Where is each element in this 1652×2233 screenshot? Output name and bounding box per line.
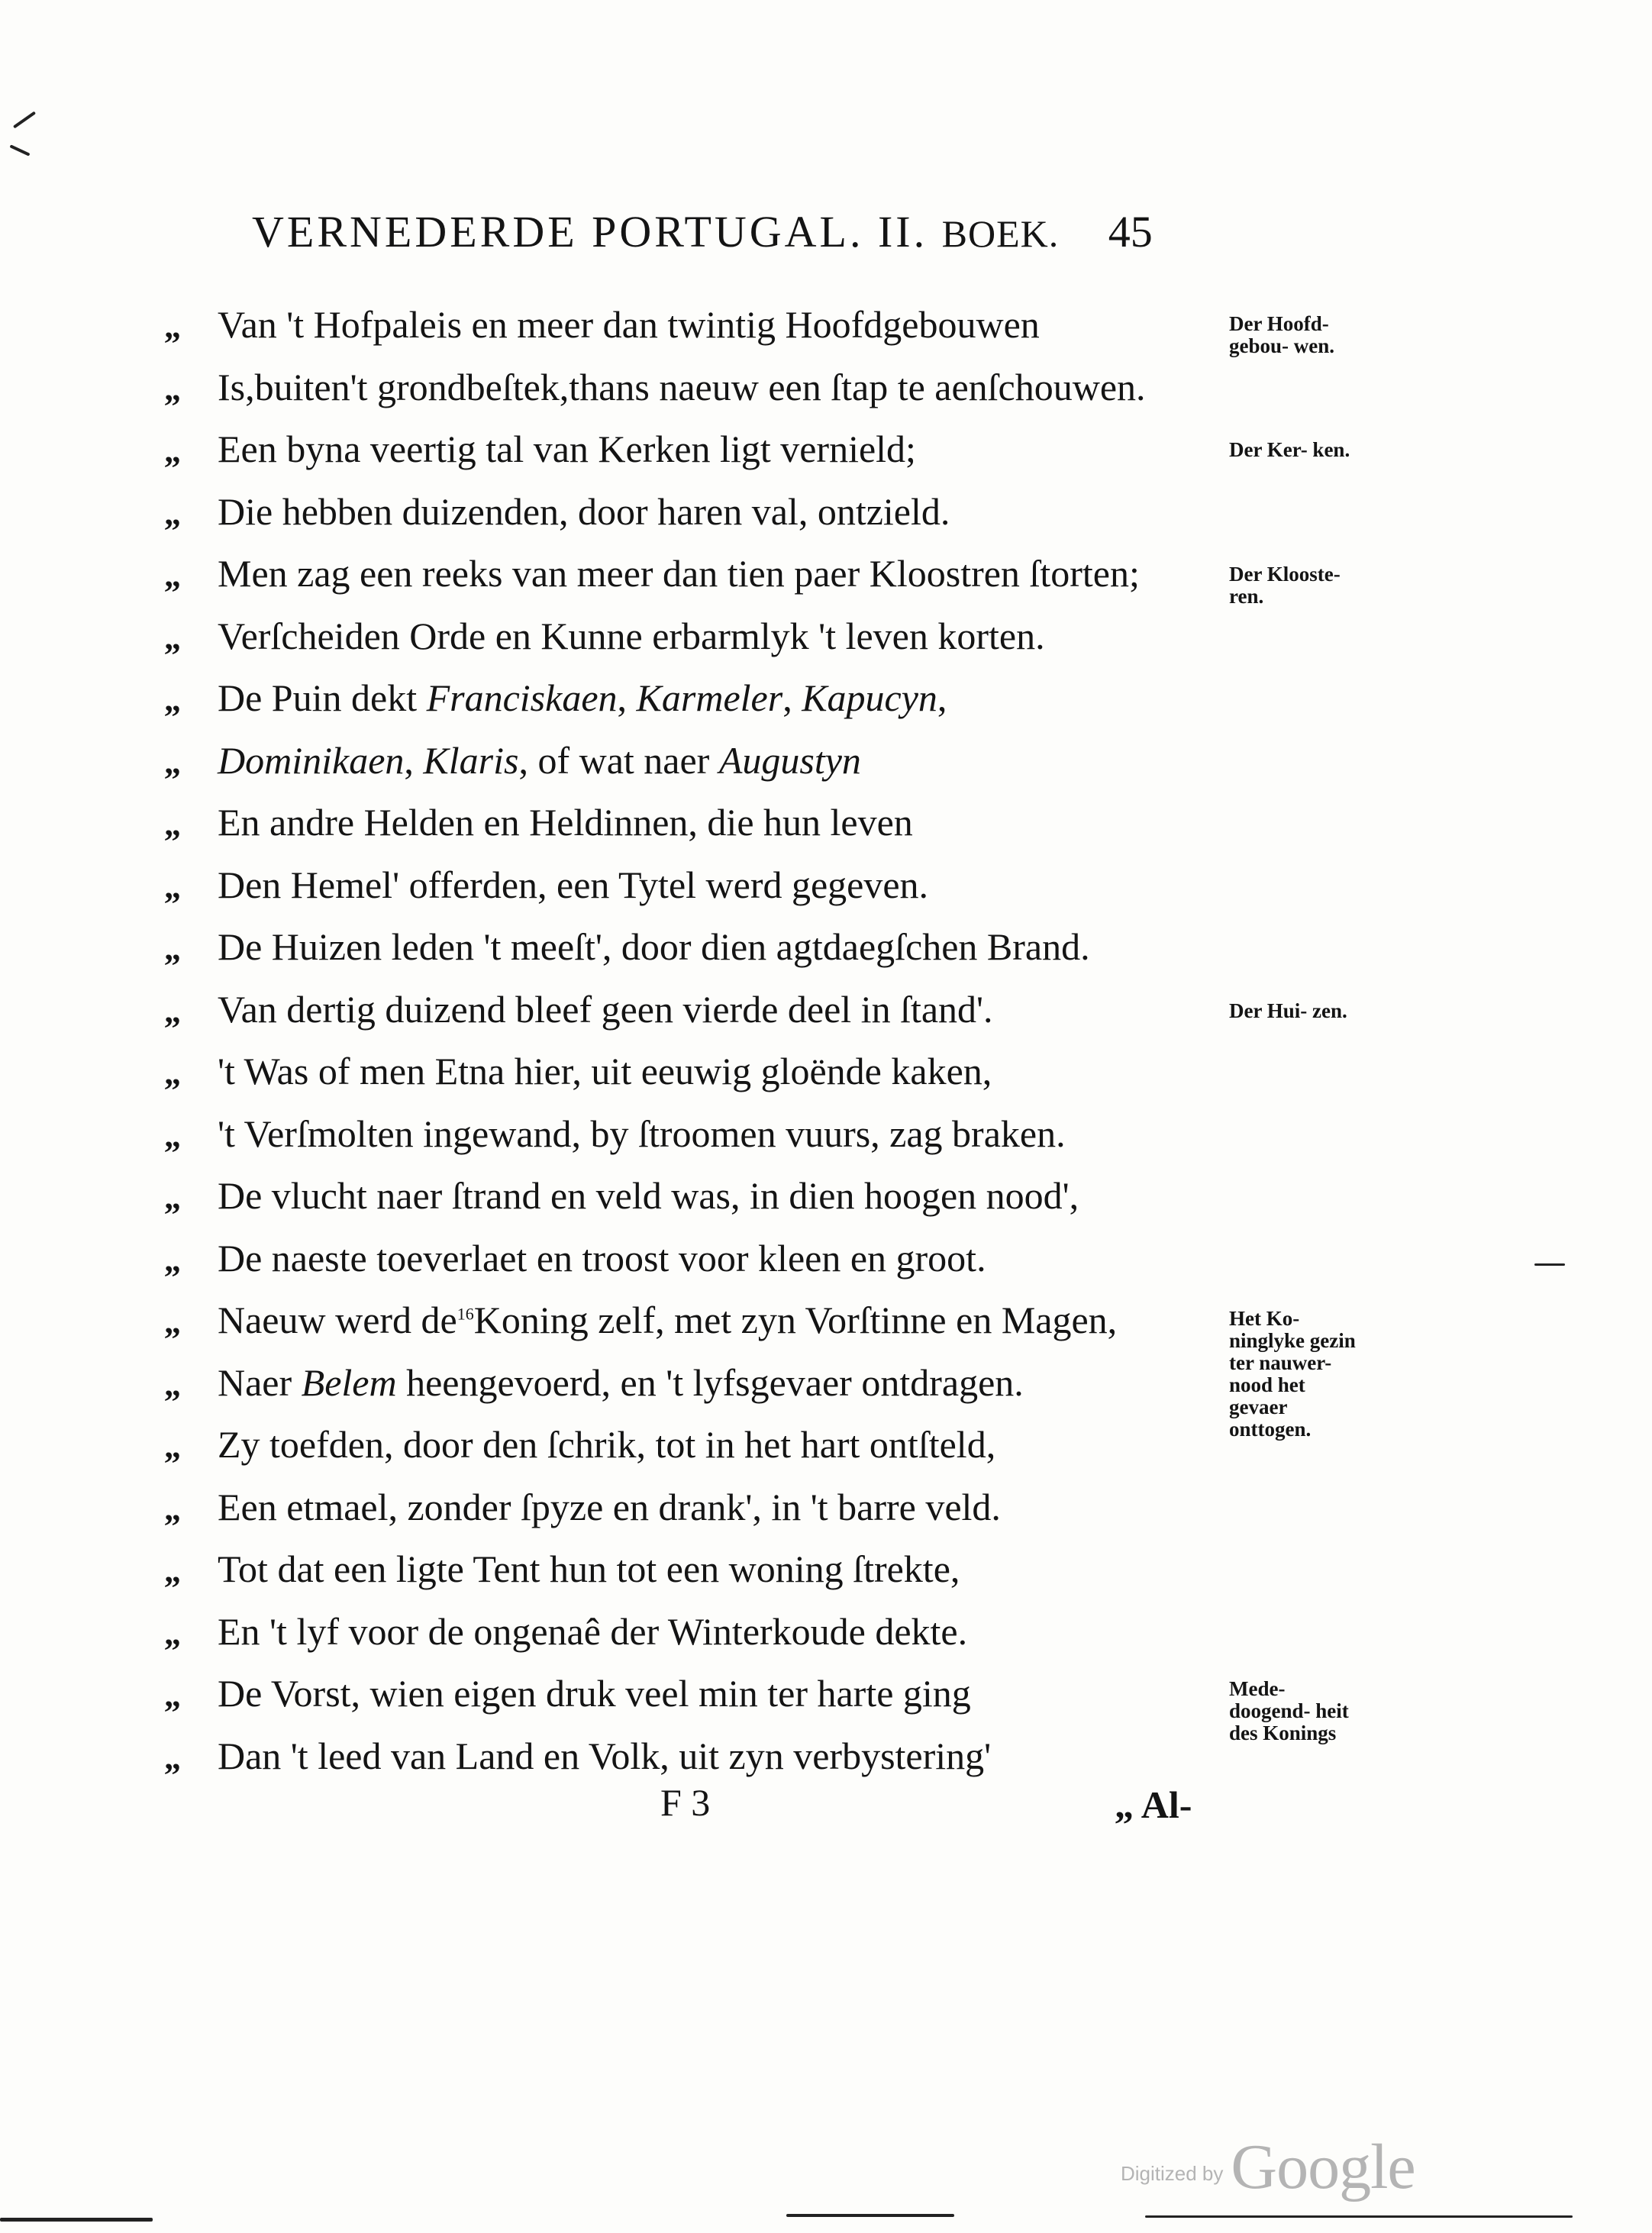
verse-segment: Naeuw werd de bbox=[218, 1299, 457, 1341]
catchword: „ Al- bbox=[1115, 1783, 1192, 1826]
verse-line bbox=[164, 1289, 1248, 1352]
verse-line bbox=[164, 543, 1248, 605]
verse-quote-mark: „ bbox=[164, 1428, 181, 1465]
verse-quote-mark: „ bbox=[164, 1552, 181, 1589]
verse-segment: De naeste toeverlaet en troost voor kleen en groot. bbox=[218, 1236, 986, 1279]
verse-line bbox=[164, 1103, 1248, 1166]
verse-quote-mark: „ bbox=[164, 743, 181, 781]
scan-mark-top-left-2 bbox=[9, 144, 30, 156]
verse-segment: Naer bbox=[218, 1360, 302, 1404]
verse-segment: Die hebben duizenden, door haren val, ontzield. bbox=[218, 489, 950, 533]
verse-quote-mark: „ bbox=[164, 494, 181, 532]
verse-line bbox=[164, 1725, 1248, 1788]
verse-line bbox=[164, 979, 1248, 1041]
verse-segment: De Vorst, wien eigen druk veel min ter harte ging bbox=[218, 1672, 971, 1715]
verse-segment: 't Was of men Etna hier, uit eeuwig gloënde kaken, bbox=[218, 1050, 992, 1092]
verse-segment: Belem bbox=[301, 1360, 397, 1404]
verse-text bbox=[218, 667, 947, 730]
verse-quote-mark: „ bbox=[164, 369, 181, 408]
verse-quote-mark: „ bbox=[164, 681, 181, 718]
verse-text bbox=[218, 1414, 995, 1476]
verse-line bbox=[164, 294, 1248, 357]
verse-segment: Verſcheiden Orde en Kunne erbarmlyk 't leven korten. bbox=[218, 614, 1045, 657]
verse-line bbox=[164, 792, 1248, 854]
verse-segment: Zy toefden, door den ſchrik, tot in het hart ontſteld, bbox=[218, 1423, 996, 1466]
margin-note-hoofdgebouwen: Der Hoofd- gebou- wen. bbox=[1229, 312, 1335, 357]
verse-quote-mark: „ bbox=[164, 1116, 181, 1154]
verse-quote-mark: „ bbox=[164, 432, 181, 470]
verse-quote-mark: „ bbox=[164, 930, 181, 967]
verse-line bbox=[164, 1352, 1248, 1415]
verse-segment: , bbox=[617, 676, 637, 719]
book-label: BOEK. bbox=[941, 212, 1060, 255]
digitized-watermark bbox=[1121, 2130, 1415, 2204]
verse-line bbox=[164, 481, 1248, 544]
scan-mark-bottom-right bbox=[1145, 2215, 1573, 2218]
verse-text bbox=[218, 730, 861, 792]
verse-segment: Tot dat een ligte Tent hun tot een woning ſtrekte, bbox=[218, 1547, 960, 1590]
verse-segment: De Puin dekt bbox=[218, 676, 427, 719]
verse-text bbox=[218, 1538, 960, 1601]
verse-line bbox=[164, 667, 1248, 730]
verse-quote-mark: „ bbox=[164, 1676, 181, 1714]
verse-block bbox=[164, 294, 1248, 1787]
verse-text bbox=[218, 1352, 1024, 1415]
verse-quote-mark: „ bbox=[164, 308, 181, 345]
scan-mark-top-left bbox=[13, 111, 36, 129]
scan-mark-bottom-left bbox=[0, 2218, 153, 2222]
verse-quote-mark: „ bbox=[164, 1241, 181, 1279]
verse-text bbox=[218, 357, 1146, 419]
verse-segment: 't Verſmolten ingewand, by ſtroomen vuurs, zag braken. bbox=[218, 1112, 1066, 1155]
margin-note-koninglyke-gezin: Het Ko- ninglyke gezin ter nauwer- nood het gevaer onttogen. bbox=[1229, 1307, 1356, 1441]
scan-mark-bottom-center bbox=[786, 2214, 954, 2217]
page-header bbox=[252, 206, 1153, 257]
verse-quote-mark: „ bbox=[164, 1303, 181, 1341]
verse-segment: En 't lyf voor de ongenaê der Winterkoude dekte. bbox=[218, 1609, 968, 1653]
verse-quote-mark: „ bbox=[164, 1738, 181, 1776]
verse-segment: Kapucyn bbox=[802, 676, 937, 719]
verse-text bbox=[218, 605, 1045, 668]
verse-text bbox=[218, 481, 950, 544]
verse-line bbox=[164, 1228, 1248, 1290]
verse-text bbox=[218, 294, 1040, 357]
page-number: 45 bbox=[1108, 207, 1153, 257]
verse-quote-mark: „ bbox=[164, 618, 181, 657]
verse-segment: Een byna veertig tal van Kerken ligt vernield; bbox=[218, 428, 916, 470]
footnote-reference: 16 bbox=[457, 1304, 474, 1324]
verse-segment: Koning zelf, met zyn Vorſtinne en Magen, bbox=[473, 1299, 1118, 1341]
verse-line bbox=[164, 1538, 1248, 1601]
verse-text bbox=[218, 1725, 991, 1788]
verse-text bbox=[218, 1289, 1117, 1352]
verse-segment: Men zag een reeks van meer dan tien paer Kloostren ſtorten; bbox=[218, 552, 1140, 595]
verse-quote-mark: „ bbox=[164, 1179, 181, 1216]
verse-line bbox=[164, 1414, 1248, 1476]
verse-segment: De Huizen leden 't meeſt', door dien agtdaegſchen Brand. bbox=[218, 925, 1090, 968]
verse-text bbox=[218, 916, 1090, 979]
verse-segment: Klaris bbox=[423, 738, 519, 782]
verse-line bbox=[164, 854, 1248, 917]
google-logo: Google bbox=[1231, 2131, 1415, 2202]
verse-segment: Dan 't leed van Land en Volk, uit zyn verbystering' bbox=[218, 1734, 992, 1777]
verse-segment: En andre Helden en Heldinnen, die hun leven bbox=[218, 801, 913, 844]
verse-segment: Den Hemel' offerden, een Tytel werd gegeven. bbox=[218, 863, 929, 906]
verse-text bbox=[218, 1041, 992, 1103]
signature-mark: F 3 bbox=[660, 1781, 711, 1824]
running-title: VERNEDERDE PORTUGAL. II. bbox=[252, 207, 928, 257]
verse-line bbox=[164, 916, 1248, 979]
verse-line bbox=[164, 1601, 1248, 1663]
verse-line bbox=[164, 1165, 1248, 1228]
watermark-prefix: Digitized by bbox=[1121, 2162, 1224, 2185]
verse-quote-mark: „ bbox=[164, 1489, 181, 1528]
verse-text bbox=[218, 792, 913, 854]
verse-line bbox=[164, 1476, 1248, 1539]
verse-segment: Dominikaen bbox=[218, 738, 405, 782]
verse-text bbox=[218, 1601, 967, 1663]
verse-quote-mark: „ bbox=[164, 992, 181, 1030]
verse-line bbox=[164, 1041, 1248, 1103]
verse-segment: Karmeler bbox=[636, 676, 783, 719]
verse-text bbox=[218, 854, 928, 917]
verse-text bbox=[218, 1165, 1079, 1228]
verse-text bbox=[218, 1663, 971, 1725]
margin-note-mededoogendheit: Mede- doogend- heit des Konings bbox=[1229, 1677, 1349, 1744]
verse-segment: Van dertig duizend bleef geen vierde deel in ſtand'. bbox=[218, 987, 993, 1031]
verse-segment: Franciskaen bbox=[426, 676, 618, 719]
verse-line bbox=[164, 1663, 1248, 1725]
verse-segment: Van 't Hofpaleis en meer dan twintig Hoofdgebouwen bbox=[218, 303, 1040, 346]
verse-segment: Is,buiten't grondbeſtek,thans naeuw een ſtap te aenſchouwen. bbox=[218, 365, 1146, 408]
verse-segment: Een etmael, zonder ſpyze en drank', in 't barre veld. bbox=[218, 1485, 1001, 1528]
verse-line bbox=[164, 730, 1248, 792]
verse-text bbox=[218, 1476, 1001, 1539]
verse-segment: Augustyn bbox=[718, 738, 861, 782]
verse-segment: heengevoerd, en 't lyfsgevaer ontdragen. bbox=[396, 1360, 1024, 1404]
verse-segment: , bbox=[782, 676, 802, 719]
verse-text bbox=[218, 543, 1140, 605]
verse-quote-mark: „ bbox=[164, 805, 181, 843]
verse-quote-mark: „ bbox=[164, 867, 181, 905]
verse-text bbox=[218, 979, 993, 1041]
verse-text bbox=[218, 418, 916, 481]
verse-text bbox=[218, 1103, 1066, 1166]
verse-quote-mark: „ bbox=[164, 1054, 181, 1092]
verse-quote-mark: „ bbox=[164, 1365, 181, 1403]
verse-segment: , bbox=[937, 676, 947, 719]
margin-note-kloosteren: Der Klooste- ren. bbox=[1229, 563, 1341, 608]
verse-line bbox=[164, 605, 1248, 668]
verse-segment: De vlucht naer ſtrand en veld was, in dien hoogen nood', bbox=[218, 1174, 1079, 1217]
margin-note-kerken: Der Ker- ken. bbox=[1229, 438, 1350, 461]
margin-note-huizen: Der Hui- zen. bbox=[1229, 999, 1347, 1022]
verse-quote-mark: „ bbox=[164, 557, 181, 594]
verse-text bbox=[218, 1228, 986, 1290]
verse-segment: , bbox=[404, 738, 424, 782]
scan-mark-right bbox=[1534, 1263, 1565, 1266]
verse-line bbox=[164, 357, 1248, 419]
verse-segment: , of wat naer bbox=[518, 738, 719, 782]
verse-line bbox=[164, 418, 1248, 481]
verse-quote-mark: „ bbox=[164, 1614, 181, 1652]
